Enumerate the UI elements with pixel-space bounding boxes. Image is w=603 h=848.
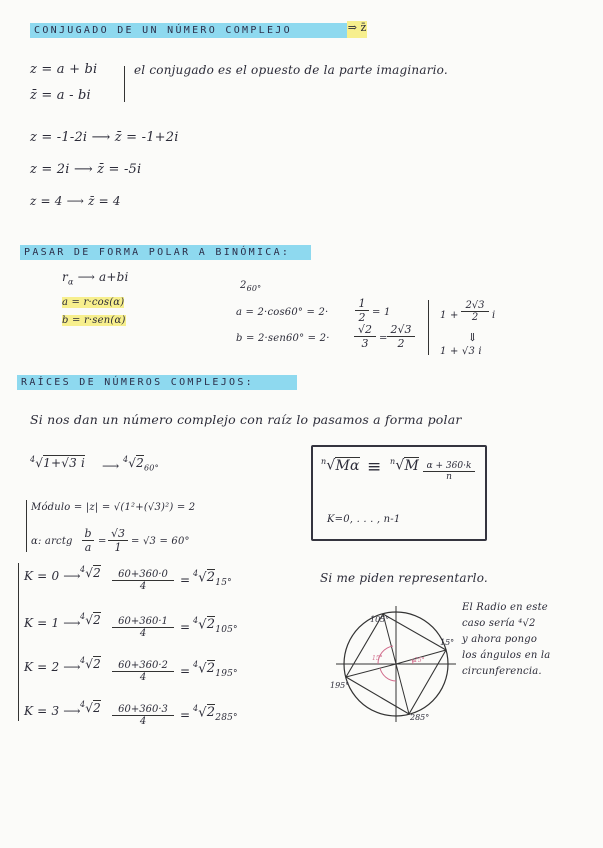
polar-result-arrow: ⇓ <box>468 331 478 344</box>
angle-inner-15b: 15° <box>372 655 383 662</box>
k-eq: = <box>180 664 191 678</box>
root-polar-radicand: 2 <box>136 456 144 470</box>
alpha-post: = √3 = 60° <box>131 536 190 547</box>
root-expression: $^4$√1+√3 i <box>30 455 85 470</box>
root-polar: $^4√2_{60^\circ}$ <box>123 455 159 473</box>
k-root-index: 4 <box>80 700 86 709</box>
angle-label-285: 285° <box>410 713 430 722</box>
k-result-radicand: 2 <box>206 570 216 586</box>
box-index-left: n <box>321 457 327 466</box>
polar-b-fraction <box>354 323 376 350</box>
conjugado-example-1: z = -1-2i ⟶ z̄ = -1+2i <box>30 130 179 145</box>
polar-b-fraction-2 <box>387 323 415 350</box>
frac-num: α + 360·k <box>423 461 475 472</box>
k-result-radicand: 2 <box>206 617 216 633</box>
frac-den: 4 <box>139 628 147 639</box>
k-root-index: 4 <box>80 565 86 574</box>
k-label: K = 3 ⟶ <box>24 704 81 718</box>
polar-result-final: 1 + √3 i <box>440 346 482 357</box>
k-result-index: 4 <box>193 660 199 669</box>
alpha-fraction-2 <box>108 527 128 554</box>
frac-num: 60+360·3 <box>112 704 174 716</box>
angle-inner-15a: 15° <box>414 657 425 664</box>
box-equiv: ≡ <box>367 457 382 477</box>
alpha-eq: = <box>98 536 107 547</box>
note-line-1: El Radio en este <box>462 602 548 613</box>
k-result-index: 4 <box>193 569 199 578</box>
frac-num: √2 <box>354 323 376 337</box>
frac-num: √3 <box>108 527 128 541</box>
section-title-text: CONJUGADO DE UN NÚMERO COMPLEJO <box>34 25 292 36</box>
raices-intro: Si nos dan un número complejo con raíz lo pasamos a forma polar <box>30 412 462 427</box>
k-result-radicand: 2 <box>206 661 216 677</box>
box-m2: M <box>404 457 420 474</box>
box-k-range: K=0, . . . , n-1 <box>327 514 401 525</box>
k-result: $^4√2_{285^\circ}$ <box>193 704 238 723</box>
alpha-fraction <box>82 527 94 554</box>
polar-a-calc: a = 2·cos60° = 2· <box>236 307 329 318</box>
frac-num: 1 <box>355 297 369 311</box>
polar-a-formula: a = r·cos(α) <box>62 297 125 308</box>
k-eq: = <box>180 573 191 587</box>
polar-example <box>240 280 261 293</box>
root-polar-index: 4 <box>123 455 129 464</box>
frac-num: 60+360·1 <box>112 616 174 628</box>
section-title-conjugado <box>30 23 354 38</box>
section-title-text: RAÍCES DE NÚMEROS COMPLEJOS: <box>21 377 254 388</box>
k-rows-brace <box>18 563 19 721</box>
polar-result-1: 1 + <box>440 310 459 321</box>
polar-a-fraction <box>355 297 369 324</box>
k-root-radicand: 2 <box>93 566 101 580</box>
k-root: $^4$√2 <box>80 612 101 627</box>
def-divider <box>124 66 125 102</box>
polar-r: r <box>62 270 68 284</box>
k-fraction <box>112 660 174 683</box>
modulo-line: Módulo = |z| = √(1²+(√3)²) = 2 <box>31 502 196 513</box>
root-formula-box <box>311 445 487 541</box>
arc-195 <box>380 668 396 681</box>
k-result-index: 4 <box>193 616 199 625</box>
polar-a-result: = 1 <box>372 307 391 318</box>
polar-example-angle: 60° <box>246 284 262 293</box>
polar-arrow-text: ⟶ a+bi <box>77 270 129 284</box>
k-result-index: 4 <box>193 704 199 713</box>
def-zbar: z̄ = a - bi <box>30 88 91 103</box>
section-title-text: PASAR DE FORMA POLAR A BINÓMICA: <box>24 247 291 258</box>
frac-den: 3 <box>361 337 369 350</box>
section-title-polar <box>20 245 311 260</box>
ray-195 <box>346 664 396 677</box>
box-alpha: α <box>350 457 360 474</box>
ray-285 <box>396 664 409 714</box>
polar-alpha-sub: α <box>67 277 74 287</box>
k-label: K = 1 ⟶ <box>24 616 81 630</box>
root-polar-angle: 60° <box>144 463 159 473</box>
box-fraction <box>423 461 475 482</box>
k-fraction <box>112 704 174 727</box>
polar-example-r: 2 <box>240 280 247 291</box>
k-result-angle: 195° <box>215 668 238 679</box>
note-line-2: caso sería ⁴√2 <box>462 618 536 629</box>
k-root-index: 4 <box>80 612 86 621</box>
note-line-5: circunferencia. <box>462 666 542 677</box>
frac-num: b <box>82 527 94 541</box>
polar-result-fraction <box>461 300 489 323</box>
frac-den: 1 <box>114 541 122 554</box>
alpha-pre: α: arctg <box>31 536 73 547</box>
angle-label-15: 15° <box>440 638 455 647</box>
box-right-root: $^n$√M <box>390 457 420 474</box>
section-title-raices <box>17 375 297 390</box>
angle-label-195: 195° <box>330 681 350 690</box>
frac-den: 4 <box>139 716 147 727</box>
box-m: M <box>335 457 351 474</box>
root-radicand: 1+√3 i <box>43 456 85 470</box>
frac-num: 60+360·0 <box>112 569 174 581</box>
conjugado-example-3: z = 4 ⟶ z̄ = 4 <box>30 194 121 208</box>
conjugado-example-2: z = 2i ⟶ z̄ = -5i <box>30 162 142 177</box>
k-root: $^4$√2 <box>80 656 101 671</box>
frac-den: a <box>84 541 92 554</box>
polar-b-formula: b = r·sen(α) <box>62 315 126 326</box>
frac-num: 60+360·2 <box>112 660 174 672</box>
k-result: $^4√2_{195^\circ}$ <box>193 660 238 679</box>
conjugado-suffix <box>347 21 367 38</box>
conjugado-suffix-text: ⇒ z̄ <box>347 21 367 34</box>
k-result-angle: 15° <box>215 577 232 588</box>
frac-den: 4 <box>139 672 147 683</box>
root-index: 4 <box>30 455 36 464</box>
k-result-angle: 105° <box>215 624 238 635</box>
modulo-brace <box>26 500 27 552</box>
k-result-radicand: 2 <box>206 705 216 721</box>
polar-result-i: i <box>492 310 496 321</box>
frac-den: 2 <box>397 337 405 350</box>
k-root-radicand: 2 <box>93 701 101 715</box>
k-result: $^4√2_{15^\circ}$ <box>193 569 232 588</box>
k-root: $^4$√2 <box>80 700 101 715</box>
frac-num: 2√3 <box>387 323 415 337</box>
k-root-index: 4 <box>80 656 86 665</box>
k-root-radicand: 2 <box>93 613 101 627</box>
k-eq: = <box>180 620 191 634</box>
frac-num: 2√3 <box>461 300 489 312</box>
note-line-4: los ángulos en la <box>462 650 551 661</box>
represent-label: Si me piden representarlo. <box>320 571 488 585</box>
k-eq: = <box>180 708 191 722</box>
box-left-root: $^n$√Mα <box>321 457 360 474</box>
k-result: $^4√2_{105^\circ}$ <box>193 616 238 635</box>
polar-rx <box>62 270 129 286</box>
k-root: $^4$√2 <box>80 565 101 580</box>
k-fraction <box>112 569 174 592</box>
angle-label-105: 105° <box>370 615 390 624</box>
frac-den: n <box>446 472 452 482</box>
def-text: el conjugado es el opuesto de la parte imaginario. <box>134 63 448 77</box>
note-line-3: y ahora pongo <box>462 634 538 645</box>
k-result-angle: 285° <box>215 712 238 723</box>
polar-b-calc: b = 2·sen60° = 2· <box>236 333 330 344</box>
k-fraction <box>112 616 174 639</box>
frac-den: 2 <box>358 311 366 324</box>
box-index-right: n <box>390 457 396 466</box>
k-label: K = 2 ⟶ <box>24 660 81 674</box>
polar-result-divider <box>428 300 429 355</box>
k-root-radicand: 2 <box>93 657 101 671</box>
frac-den: 2 <box>471 312 479 323</box>
polar-b-eq: = <box>379 333 388 344</box>
root-arrow: ⟶ <box>102 459 120 473</box>
def-z: z = a + bi <box>30 62 98 77</box>
roots-circle-diagram <box>330 596 462 730</box>
k-label: K = 0 ⟶ <box>24 569 81 583</box>
frac-den: 4 <box>139 581 147 592</box>
